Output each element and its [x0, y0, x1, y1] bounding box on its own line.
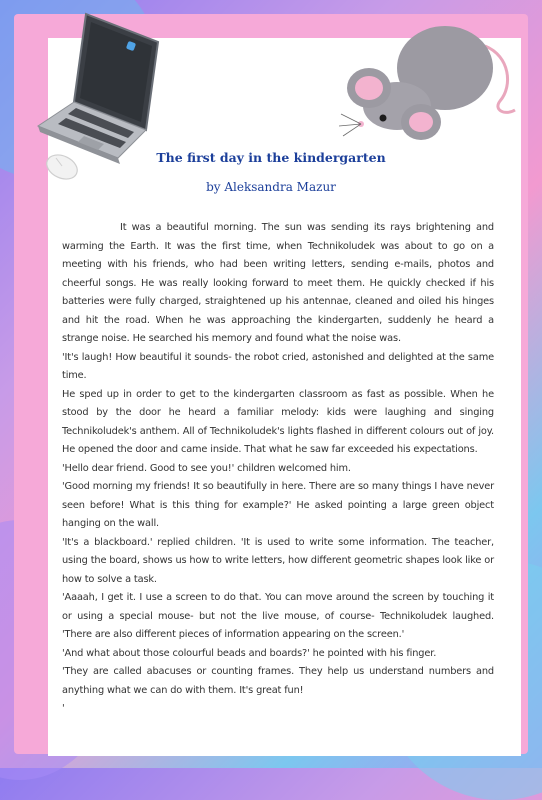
- story-paragraph: It was a beautiful morning. The sun was sending its rays brightening and warming the Earth. It was the first time, when Technikoludek was about to go on a meeting with his friends, who had been writing letters, sending e-mails, photos and cheerful songs. He was really looking forward to meet them. He quickly checked if his batteries were fully charged, straightened up his antennae, cleaned and oiled his hinges and hit the road. When he was approaching the kindergarten, suddenly he heard a strange noise. He searched his memory and found what the noise was.: [62, 222, 494, 344]
- story-paragraph: 'Aaaah, I get it. I use a screen to do that. You can move around the screen by touching it or using a special mouse- but not the live mouse, of course- Technikoludek laughed. 'There are also different pieces of information appearing on the screen.': [62, 592, 494, 640]
- story-text: [62, 219, 494, 719]
- story-paragraph: He sped up in order to get to the kindergarten classroom as fast as possible. When he stood by the door he heard a familiar melody: kids were laughing and singing Technikoludek's anthem. All of Technikoludek's lights flashed in different colours out of joy. He opened the door and came inside. That what he saw far exceeded his expectations.: [62, 388, 494, 455]
- author-line: by Aleksandra Mazur: [206, 180, 336, 194]
- rat-icon: [335, 6, 525, 146]
- story-paragraph: 'It's laugh! How beautiful it sounds- the robot cried, astonished and delighted at the same time.: [62, 351, 494, 381]
- document-title: The first day in the kindergarten: [156, 150, 386, 165]
- story-paragraph: 'They are called abacuses or counting frames. They help us understand numbers and anything what we can do with them. It's great fun!: [62, 666, 494, 696]
- story-paragraph: 'Good morning my friends! It so beautifully in here. There are so many things I have never seen before! What is this thing for example?' He asked pointing a large green object hanging on the wall.: [62, 481, 494, 529]
- story-paragraph: 'It's a blackboard.' replied children. 'It is used to write some information. The teacher, using the board, shows us how to write letters, how different geometric shapes look like or how to solve a task.: [62, 536, 494, 585]
- story-paragraph: ': [62, 703, 65, 714]
- story-paragraph: 'And what about those colourful beads and boards?' he pointed with his finger.: [62, 647, 437, 659]
- story-paragraph: 'Hello dear friend. Good to see you!' children welcomed him.: [62, 462, 351, 474]
